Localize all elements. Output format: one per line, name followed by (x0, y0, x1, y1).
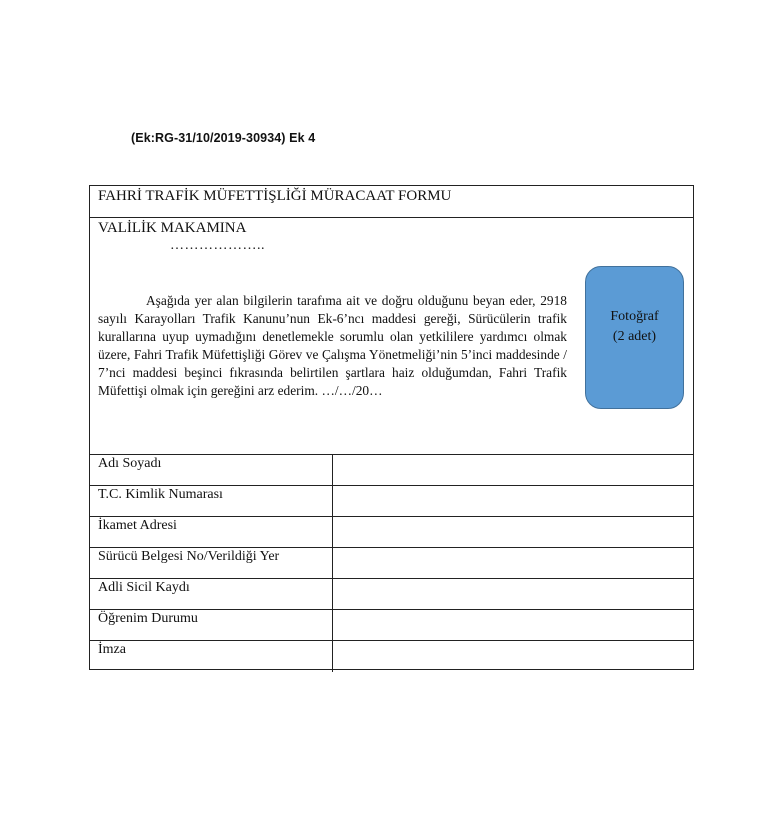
field-value-education[interactable] (332, 610, 693, 641)
table-row (90, 486, 693, 517)
petition-text: Aşağıda yer alan bilgilerin tarafıma ait ve doğru olduğunu beyan eder, 2918 sayılı Karayolları Trafik Kanunu’nun Ek-6’ncı maddesi gereği, Sürücülerin trafik kurallarına uyup uymadığını denetlemekle sorumlu olan yetkililere yardımcı olmak üzere, Fahri Trafik Müfettişliği Görev ve Çalışma Yönetmeliği’nin 5’inci maddesinde / 7’nci maddesi beşinci fıkrasında belirtilen şartlara haiz olduğumdan, Fahri Trafik Müfettişi olmak için gereğini arz ederim. …/…/20… (98, 293, 567, 398)
field-value-license[interactable] (332, 548, 693, 579)
field-label: Sürücü Belgesi No/Verildiği Yer (90, 548, 332, 579)
field-value-name[interactable] (332, 455, 693, 486)
table-row (90, 610, 693, 641)
photo-placeholder (585, 266, 684, 409)
field-value-signature[interactable] (332, 641, 693, 672)
form-title-row (90, 186, 693, 218)
table-row (90, 455, 693, 486)
photo-count: (2 adet) (612, 328, 657, 344)
table-row (90, 548, 693, 579)
field-value-criminal-record[interactable] (332, 579, 693, 610)
field-value-id-number[interactable] (332, 486, 693, 517)
field-label: İkamet Adresi (90, 517, 332, 548)
field-label: Adı Soyadı (90, 455, 332, 486)
table-row (90, 579, 693, 610)
field-value-address[interactable] (332, 517, 693, 548)
document-reference: (Ek:RG-31/10/2019-30934) Ek 4 (131, 131, 316, 145)
field-label: Adli Sicil Kaydı (90, 579, 332, 610)
application-form (89, 185, 694, 670)
field-label: Öğrenim Durumu (90, 610, 332, 641)
field-label: İmza (90, 641, 332, 672)
petition-section (90, 218, 693, 454)
city-placeholder: ……………….. (170, 238, 265, 253)
table-row (90, 641, 693, 672)
photo-label: Fotoğraf (610, 308, 659, 324)
table-row (90, 517, 693, 548)
form-title: FAHRİ TRAFİK MÜFETTİŞLİĞİ MÜRACAAT FORMU (98, 188, 452, 204)
applicant-info-table (90, 454, 693, 672)
field-label: T.C. Kimlik Numarası (90, 486, 332, 517)
addressee: VALİLİK MAKAMINA (98, 220, 247, 236)
